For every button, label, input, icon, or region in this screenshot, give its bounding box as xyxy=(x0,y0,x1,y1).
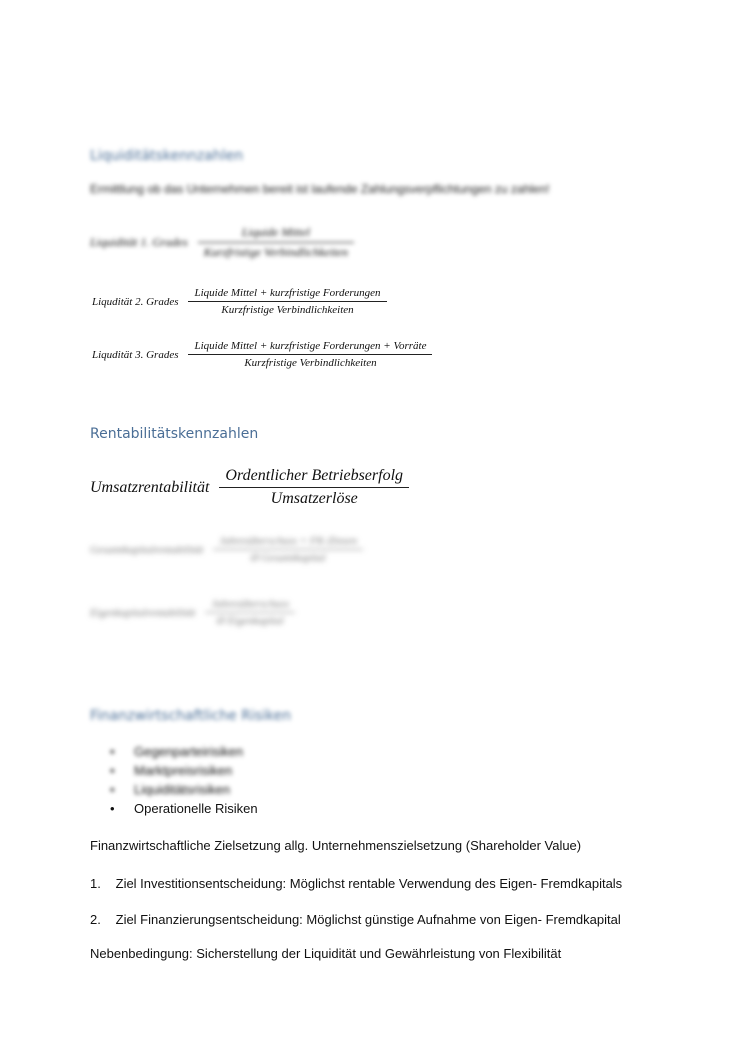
risks-heading: Finanzwirtschaftliche Risiken xyxy=(90,708,292,724)
formula-denominator: Umsatzerlöse xyxy=(270,490,358,507)
formula-label: Liqudität 3. Grades xyxy=(92,348,179,361)
formula-label: Eigenkapitalrentabilität xyxy=(90,606,196,619)
formula-fraction xyxy=(219,467,409,508)
liquidity-heading: Liquiditätskennzahlen xyxy=(90,148,244,164)
formula-fraction xyxy=(188,287,386,316)
goal-number: 1. xyxy=(90,876,101,891)
bullet: • xyxy=(110,801,115,816)
formula-gesamtkapitalrentabilitaet xyxy=(90,535,363,564)
formula-label: Umsatzrentabilität xyxy=(90,478,210,496)
bullet: • xyxy=(110,763,115,778)
goal-number: 2. xyxy=(90,912,101,927)
formula-fraction xyxy=(205,598,295,627)
formula-numerator: Liquide Mittel + kurzfristige Forderungen + Vorräte xyxy=(194,340,427,352)
goal-item-2 xyxy=(90,912,621,927)
formula-denominator: Kurzfristige Verbindlichkeiten xyxy=(203,245,349,259)
profitability-heading: Rentabilitätskennzahlen xyxy=(90,426,259,442)
list-item xyxy=(110,761,258,780)
goal-text: Ziel Investitionsentscheidung: Möglichst rentable Verwendung des Eigen- Fremdkapitals xyxy=(115,876,623,891)
formula-numerator: Liquide Mittel xyxy=(241,225,311,239)
formula-numerator: Jahresüberschuss + FK-Zinsen xyxy=(219,535,358,547)
formula-denominator: Kurzfristige Verbindlichkeiten xyxy=(244,357,377,369)
formula-umsatzrentabilitaet xyxy=(90,467,409,508)
formula-label: Liquidität 1. Grades xyxy=(90,235,188,249)
liquidity-intro: Ermittlung ob das Unternehmen bereit ist laufende Zahlungsverpflichtungen zu zahlen! xyxy=(90,182,550,196)
goal-text: Ziel Finanzierungsentscheidung: Möglichst günstige Aufnahme von Eigen- Fremdkapital xyxy=(115,912,621,927)
formula-fraction xyxy=(213,535,363,564)
list-item-text: Marktpreisrisiken xyxy=(134,763,233,778)
list-item-text: Liquiditätsrisiken xyxy=(134,782,231,797)
formula-label: Liqudität 2. Grades xyxy=(92,295,179,308)
formula-liquidity-3 xyxy=(92,340,432,369)
formula-fraction xyxy=(198,225,354,260)
goal-item-1 xyxy=(90,876,622,891)
formula-numerator: Ordentlicher Betriebserfolg xyxy=(225,467,404,484)
formula-liquidity-2 xyxy=(92,287,387,316)
goals-constraint: Nebenbedingung: Sicherstellung der Liquidität und Gewährleistung von Flexibilität xyxy=(90,946,562,961)
risks-list xyxy=(110,742,258,818)
formula-numerator: Liquide Mittel + kurzfristige Forderungen xyxy=(194,287,381,299)
formula-eigenkapitalrentabilitaet xyxy=(90,598,295,627)
formula-denominator: Ø Eigenkapital xyxy=(216,615,284,627)
formula-liquidity-1 xyxy=(90,225,354,260)
goals-statement: Finanzwirtschaftliche Zielsetzung allg. Unternehmenszielsetzung (Shareholder Value) xyxy=(90,838,582,853)
bullet: • xyxy=(110,782,115,797)
bullet: • xyxy=(110,744,115,759)
list-item xyxy=(110,799,258,818)
formula-numerator: Jahresüberschuss xyxy=(211,598,290,610)
list-item-text: Gegenparteirisiken xyxy=(134,744,244,759)
formula-denominator: Kurzfristige Verbindlichkeiten xyxy=(221,304,354,316)
list-item xyxy=(110,780,258,799)
formula-fraction xyxy=(188,340,432,369)
formula-denominator: Ø Gesamtkapital xyxy=(250,552,326,564)
list-item xyxy=(110,742,258,761)
list-item-text: Operationelle Risiken xyxy=(134,801,258,816)
formula-label: Gesamtkapitalrentabilität xyxy=(90,543,204,556)
